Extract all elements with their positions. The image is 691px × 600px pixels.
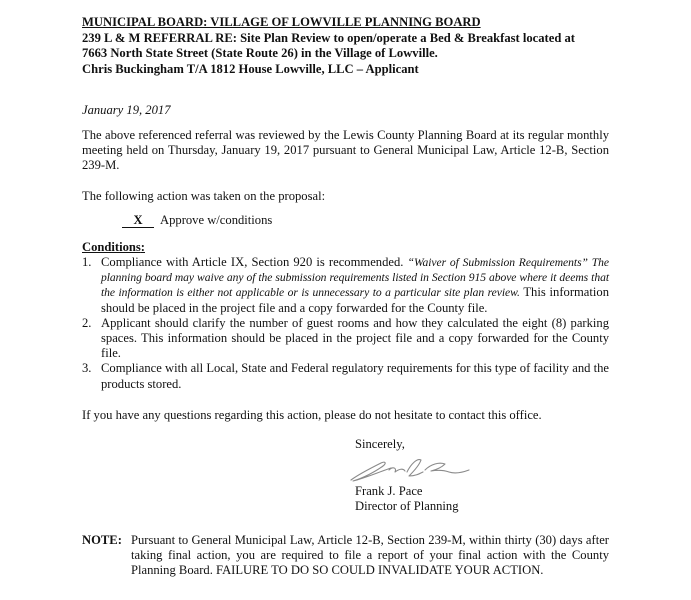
conditions-heading-colon: : bbox=[140, 240, 145, 254]
condition-number: 1. bbox=[82, 255, 92, 269]
condition-number: 3. bbox=[82, 361, 92, 376]
conditions-heading-text: Conditions bbox=[82, 240, 141, 254]
signer-title: Director of Planning bbox=[355, 499, 459, 514]
action-taken bbox=[122, 213, 272, 228]
condition-text: Compliance with all Local, State and Federal regulatory requirements for this type of facility and the products stored. bbox=[101, 361, 609, 391]
condition-number: 2. bbox=[82, 315, 92, 330]
conditions-heading bbox=[82, 240, 145, 255]
condition-text-after: This information should be placed in the project file and a copy forwarded for the County file. bbox=[101, 285, 609, 315]
intro-paragraph: The above referenced referral was reviewed by the Lewis County Planning Board at its regular monthly meeting held on Thursday, January 19, 2017 pursuant to General Municipal Law, Article 12-B, Section 239-M. bbox=[82, 128, 609, 173]
action-label: Approve w/conditions bbox=[160, 213, 273, 227]
condition-italic-quote: “Waiver of Submission Requirements” The planning board may waive any of the submission requirements listed in Section 915 above where it deems that the information is either not applicable or is unnecessary to a particular site plan review. bbox=[101, 256, 609, 300]
note-text: Pursuant to General Municipal Law, Article 12-B, Section 239-M, within thirty (30) days after taking final action, you are required to file a report of your final action with the County Planning Board. FAILURE TO DO SO COULD INVALIDATE YOUR ACTION. bbox=[131, 533, 609, 578]
questions-paragraph: If you have any questions regarding this action, please do not hesitate to contact this office. bbox=[82, 408, 542, 422]
signature-stroke bbox=[389, 468, 405, 472]
condition-item bbox=[82, 316, 609, 362]
header-applicant-line: Chris Buckingham T/A 1812 House Lowville, LLC – Applicant bbox=[82, 61, 419, 76]
condition-item bbox=[82, 361, 609, 391]
letter-date: January 19, 2017 bbox=[82, 103, 171, 117]
action-intro: The following action was taken on the proposal: bbox=[82, 189, 326, 203]
letter-header bbox=[82, 15, 642, 77]
header-title: MUNICIPAL BOARD: VILLAGE OF LOWVILLE PLANNING BOARD bbox=[82, 15, 481, 29]
note-label: NOTE: bbox=[82, 533, 122, 547]
conditions-list bbox=[82, 255, 609, 392]
condition-text: Compliance with Article IX, Section 920 is recommended. bbox=[101, 255, 408, 269]
condition-text: Applicant should clarify the number of guest rooms and how they calculated the eight (8) parking spaces. This information should be placed in the project file and a copy forwarded for the County file. bbox=[101, 315, 609, 361]
signature-stroke bbox=[351, 462, 391, 481]
action-checkmark: X bbox=[122, 214, 154, 228]
signature-block bbox=[355, 437, 535, 515]
header-referral-line: 239 L & M REFERRAL RE: Site Plan Review to open/operate a Bed & Breakfast located at bbox=[82, 30, 575, 45]
closing: Sincerely, bbox=[355, 437, 405, 451]
note-block bbox=[82, 533, 609, 579]
header-address-line: 7663 North State Street (State Route 26) in the Village of Lowville. bbox=[82, 46, 438, 60]
condition-item bbox=[82, 255, 609, 316]
handwritten-signature bbox=[345, 454, 475, 484]
signature-stroke bbox=[407, 460, 423, 476]
signer-name: Frank J. Pace bbox=[355, 484, 423, 499]
signature-stroke bbox=[425, 463, 469, 473]
